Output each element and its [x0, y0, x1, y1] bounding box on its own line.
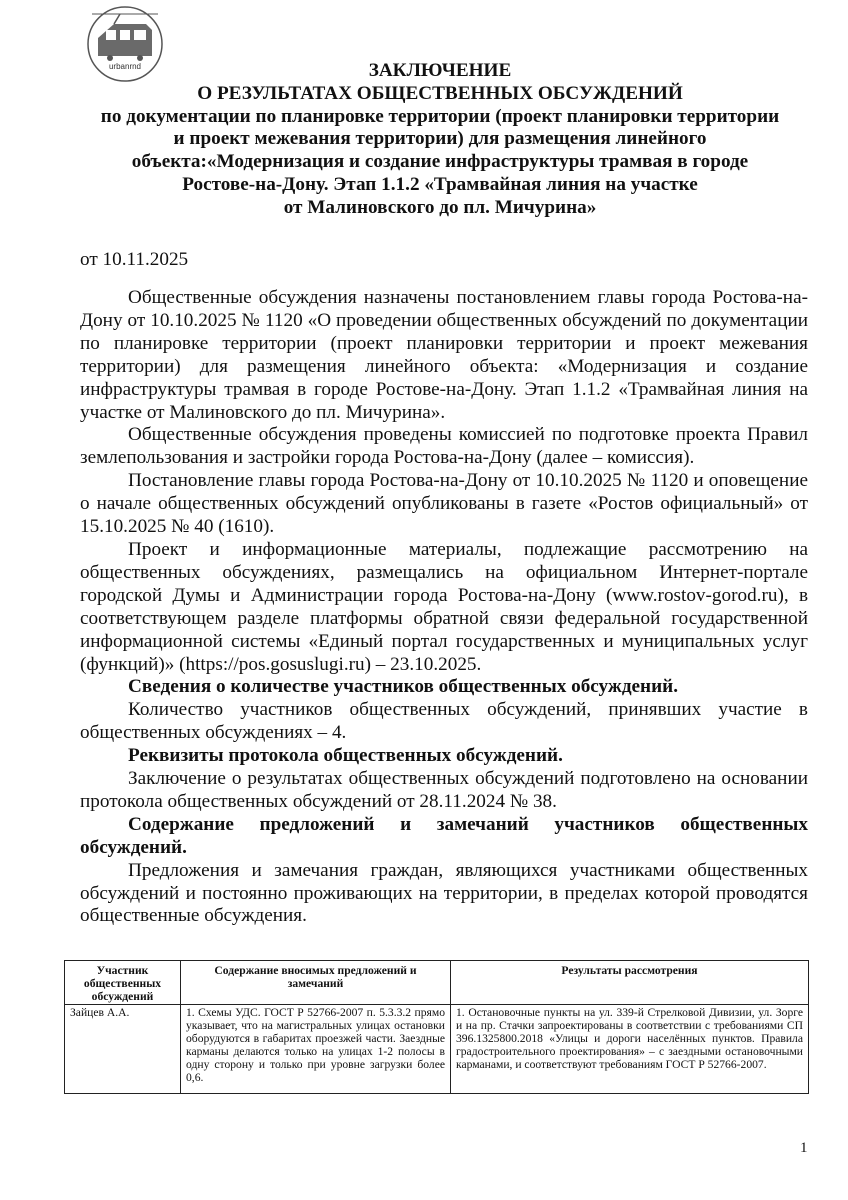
cell-text: Зайцев А.А. — [70, 1006, 130, 1019]
cell-content — [181, 1005, 451, 1094]
table-row — [65, 1005, 809, 1094]
header-result: Результаты рассмотрения — [451, 961, 809, 1005]
title-line: О РЕЗУЛЬТАТАХ ОБЩЕСТВЕННЫХ ОБСУЖДЕНИЙ — [197, 82, 683, 104]
paragraph: Предложения и замечания граждан, являющихся участниками общественных обсуждений и постоянно проживающих на территории, в пределах которой проводятся общественные обсуждения. — [80, 859, 808, 927]
table-header-row — [65, 961, 809, 1005]
title-line: от Малиновского до пл. Мичурина» — [283, 196, 597, 218]
title-line: Ростове-на-Дону. Этап 1.1.2 «Трамвайная линия на участке — [182, 173, 698, 195]
paragraph: Заключение о результатах общественных обсуждений подготовлено на основании протокола общественных обсуждений от 28.11.2024 № 38. — [80, 768, 808, 812]
paragraph: Общественные обсуждения назначены постановлением главы города Ростова-на-Дону от 10.10.2025 № 1120 «О проведении общественных обсуждений по документации по планировке территории (проект планировки территории и проект межевания территории) для размещения линейного объекта: «Модернизация и создание инфраструктуры трамвая в городе Ростове-на-Дону. Этап 1.1.2 «Трамвайная линия на участке от Малиновского до пл. Мичурина». — [80, 287, 808, 423]
title-line: и проект межевания территории) для размещения линейного — [173, 128, 707, 150]
title-line: объекта:«Модернизация и создание инфраструктуры трамвая в городе — [131, 151, 749, 173]
page-number: 1 — [800, 1140, 808, 1156]
section-heading: Содержание предложений и замечаний участников общественных обсуждений. — [80, 813, 808, 858]
cell-result — [451, 1005, 809, 1094]
cell-text: 1. Остановочные пункты на ул. 339-й Стрелковой Дивизии, ул. Зорге и на пр. Стачки запроектированы в соответствии с требованиями СП 396.1325800.2018 «Улицы и дороги населённых пунктов. Правила градостроительного проектирования» – с заездными остановочными карманами, и соответствуют требованиям ГОСТ Р 52766-2007. — [456, 1006, 803, 1071]
paragraph: Общественные обсуждения проведены комиссией по подготовке проекта Правил землепользования и застройки города Ростова-на-Дону (далее – комиссия). — [80, 424, 808, 469]
document-title — [80, 60, 800, 220]
section-heading: Реквизиты протокола общественных обсуждений. — [128, 745, 563, 767]
title-line: по документации по планировке территории (проект планировки территории — [100, 105, 780, 127]
section-heading: Сведения о количестве участников общественных обсуждений. — [128, 676, 679, 698]
document-date: от 10.11.2025 — [80, 249, 189, 270]
header-participant: Участник общественных обсуждений — [65, 961, 181, 1005]
results-table — [64, 960, 809, 1094]
header-content: Содержание вносимых предложений и замечаний — [181, 961, 451, 1005]
paragraph: Количество участников общественных обсуждений, принявших участие в общественных обсуждениях – 4. — [80, 699, 808, 744]
paragraph: Постановление главы города Ростова-на-Дону от 10.10.2025 № 1120 и оповещение о начале общественных обсуждений опубликованы в газете «Ростов официальный» от 15.10.2025 № 40 (1610). — [80, 470, 808, 538]
cell-participant — [65, 1005, 181, 1094]
cell-text: 1. Схемы УДС. ГОСТ Р 52766-2007 п. 5.3.3.2 прямо указывает, что на магистральных улицах остановки оборудуются в габаритах проезжей части. Заездные карманы делаются только на улицах 1-2 полосы в одну сторону и только при уровне загрузки более 0,6. — [186, 1006, 445, 1084]
title-line: ЗАКЛЮЧЕНИЕ — [368, 60, 512, 81]
logo-text: urbanrnd — [108, 62, 142, 71]
document-body — [80, 287, 808, 928]
paragraph: Проект и информационные материалы, подлежащие рассмотрению на общественных обсуждениях, размещались на официальном Интернет-портале городской Думы и Администрации города Ростова-на-Дону (www.rostov-gorod.ru), в соответствующем разделе платформы обратной связи федеральной государственной информационной системы «Единый портал государственных и муниципальных услуг (функций)» (https://pos.gosuslugi.ru) – 23.10.2025. — [80, 538, 808, 675]
